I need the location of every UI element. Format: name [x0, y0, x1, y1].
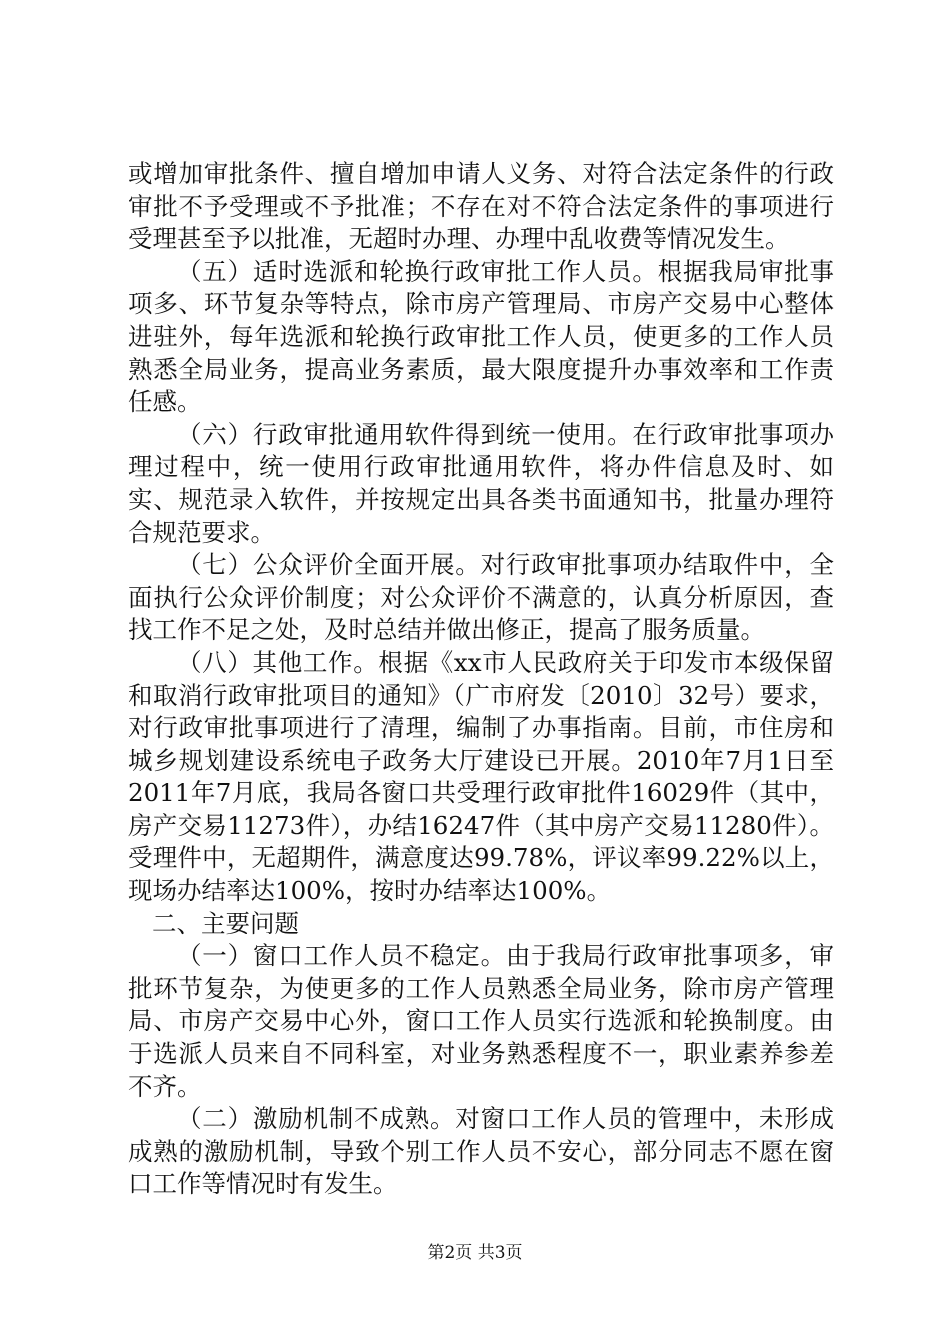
paragraph-continuation: 或增加审批条件、擅自增加申请人义务、对符合法定条件的行政审批不予受理或不予批准；不存在对不符合法定条件的事项进行受理甚至予以批准，无超时办理、办理中乱收费等情况发生。 [128, 159, 834, 254]
page-number-label: 第2页 共3页 [427, 1243, 523, 1263]
document-body [128, 158, 834, 1201]
paragraph-section-5: （五）适时选派和轮换行政审批工作人员。根据我局审批事项多、环节复杂等特点，除市房产管理局、市房产交易中心整体进驻外，每年选派和轮换行政审批工作人员，使更多的工作人员熟悉全局业务，提高业务素质，最大限度提升办事效率和工作责任感。 [128, 256, 834, 417]
paragraph-problem-2: （二）激励机制不成熟。对窗口工作人员的管理中，未形成成熟的激励机制，导致个别工作人员不安心，部分同志不愿在窗口工作等情况时有发生。 [128, 1104, 834, 1199]
paragraph-section-7: （七）公众评价全面开展。对行政审批事项办结取件中，全面执行公众评价制度；对公众评价不满意的，认真分析原因，查找工作不足之处，及时总结并做出修正，提高了服务质量。 [128, 550, 834, 645]
paragraph-section-8: （八）其他工作。根据《xx市人民政府关于印发市本级保留和取消行政审批项目的通知》（广市府发〔2010〕32号）要求，对行政审批事项进行了清理，编制了办事指南。目前，市住房和城乡规划建设系统电子政务大厅建设已开展。2010年7月1日至2011年7月底，我局各窗口共受理行政审批件16029件（其中，房产交易11273件），办结16247件（其中房产交易11280件）。受理件中，无超期件，满意度达99.78%，评议率99.22%以上，现场办结率达100%，按时办结率达100%。 [128, 647, 834, 906]
page-footer [0, 1238, 950, 1263]
section-heading-main-problems: 二、主要问题 [152, 908, 299, 938]
paragraph-section-6: （六）行政审批通用软件得到统一使用。在行政审批事项办理过程中，统一使用行政审批通用软件，将办件信息及时、如实、规范录入软件，并按规定出具各类书面通知书，批量办理符合规范要求。 [128, 419, 834, 547]
paragraph-problem-1: （一）窗口工作人员不稳定。由于我局行政审批事项多，审批环节复杂，为使更多的工作人员熟悉全局业务，除市房产管理局、市房产交易中心外，窗口工作人员实行选派和轮换制度。由于选派人员来自不同科室，对业务熟悉程度不一，职业素养参差不齐。 [128, 941, 834, 1101]
